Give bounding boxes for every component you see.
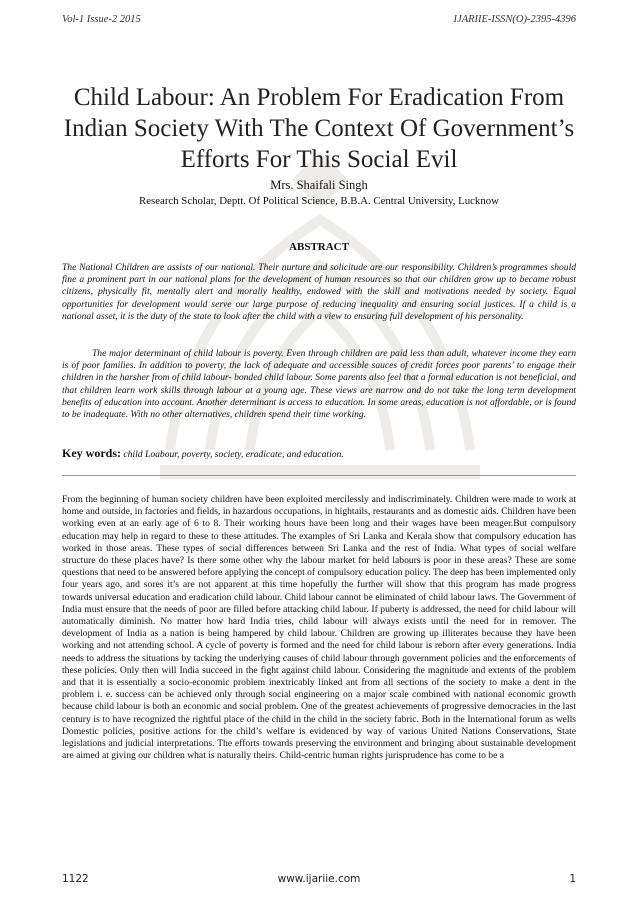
page-number-journal: 1122 bbox=[62, 873, 89, 885]
keywords-text: child Loabour, poverty, society, eradicate, and education. bbox=[123, 449, 344, 460]
author-name: Mrs. Shaifali Singh bbox=[270, 178, 368, 192]
author-affiliation: Research Scholar, Deptt. Of Political Science, B.B.A. Central University, Lucknow bbox=[139, 195, 499, 207]
abstract-paragraph-1: The National Children are assists of our national. Their nurture and solicitude are our responsibility. Children’s programmes should fine a prominent part in our national plans for the development of human resources so that our children grow up to became robust citizens, physically fit, mentally alert and morally healthy, endowed with the skill and motivations needed by society. Equal opportunities for development would serve our large purpose of reducing inequality and ensuring social justices. If a child is a national asset, it is the duty of the state to look after the child with a view to ensuring full development of his personality. bbox=[62, 262, 576, 322]
journal-website: www.ijariie.com bbox=[277, 873, 361, 885]
abstract-paragraph-2: The major determinant of child labour is poverty. Even through children are paid less than adult, whatever income they earn is of poor families. In addition to poverty, the lack of adequate and accessible sauces of credit forces poor parents’ to engage their children in the harsher from of child labour- bonded child labour. Some parents also feel that a formal education is not beneficial, and that children learn work skills through labour at a young age. These views are narrow and do not take the long term development benefits of education into account. Another determinant is access to education. In some areas, education is not affordable, or is found to be inadequate. With no other alternatives, children spend their time working. bbox=[62, 348, 576, 421]
keywords bbox=[62, 446, 576, 461]
page-number: 1 bbox=[569, 873, 576, 885]
body-paragraph: From the beginning of human society children have been exploited mercilessly and indiscriminately. Children were made to work at home and outside, in factories and fields, in hazardous occupations, in hightails, restaurants and as domestic aids. Children have been working even at an early age of 6 to 8. Their working hours have been long and their wages have been meager.But compulsory education may help in regard to these to these attitudes. The examples of Sri Lanka and Kerala show that compulsory education has worked in those areas. These types of social differences between Sri Lanka and the rest of India. What types of social welfare structure do these places have? Is there some other why the labour market for held labours is poor in these areas? These are some questions that need to be answered before applying the concept of compulsory education policy. The deep has been implemented only four years ago, and sores it’s are not apparent at this time hopefully the further will show that this program has made progress towards universal education and eradication child labour. Child labour cannot be eliminated of child labour laws. The Government of India must ensure that the needs of poor are filled before attacking child labour. If puberty is addressed, the need for child labour will automatically diminish. No matter how hard India tries, child labour will always exists until the need for in remover. The development of India as a nation is being hampered by child labour. Children are growing up illiterates because they have been working and not attending school. A cycle of poverty is formed and the need for child labour is reborn after every generations. India needs to address the situations by tacking the underlying causes of child labour through government policies and the enforcements of these policies. Only then will India succeed in the fight against child labour. Considering the magnitude and extents of the problem and that it is essentially a socio-economic problem inextricably linked ant from all sections of the society to make a dent in the problem i. e. success can be achieved only through social engineering on a major scale combined with national economic growth because child labour is both an economic and social problem. One of the greatest achievements of progressive democracies in the last century is to have recognized the rightful place of the child in the child in the society fabric. Both in the International forum as wells Domestic policies, positive actions for the child’s welfare is evidenced by way of various United Nations Conservations, State legislations and judicial interpretations. The efforts towards preserving the environment and bringing about sustainable development are aimed at giving our children what is naturally theirs. Child-centric human rights jurisprudence has come to be a bbox=[62, 494, 576, 762]
journal-volume-header: Vol-1 Issue-2 2015 bbox=[62, 14, 141, 25]
paper-title: Child Labour: An Problem For Eradication From Indian Society With The Context Of Government’s Efforts For This Social Evil bbox=[63, 84, 575, 173]
abstract-heading: ABSTRACT bbox=[289, 241, 349, 253]
section-divider bbox=[62, 475, 576, 476]
journal-issn-header: IJARIIE-ISSN(O)-2395-4396 bbox=[453, 14, 576, 25]
keywords-label: Key words: bbox=[62, 446, 121, 460]
